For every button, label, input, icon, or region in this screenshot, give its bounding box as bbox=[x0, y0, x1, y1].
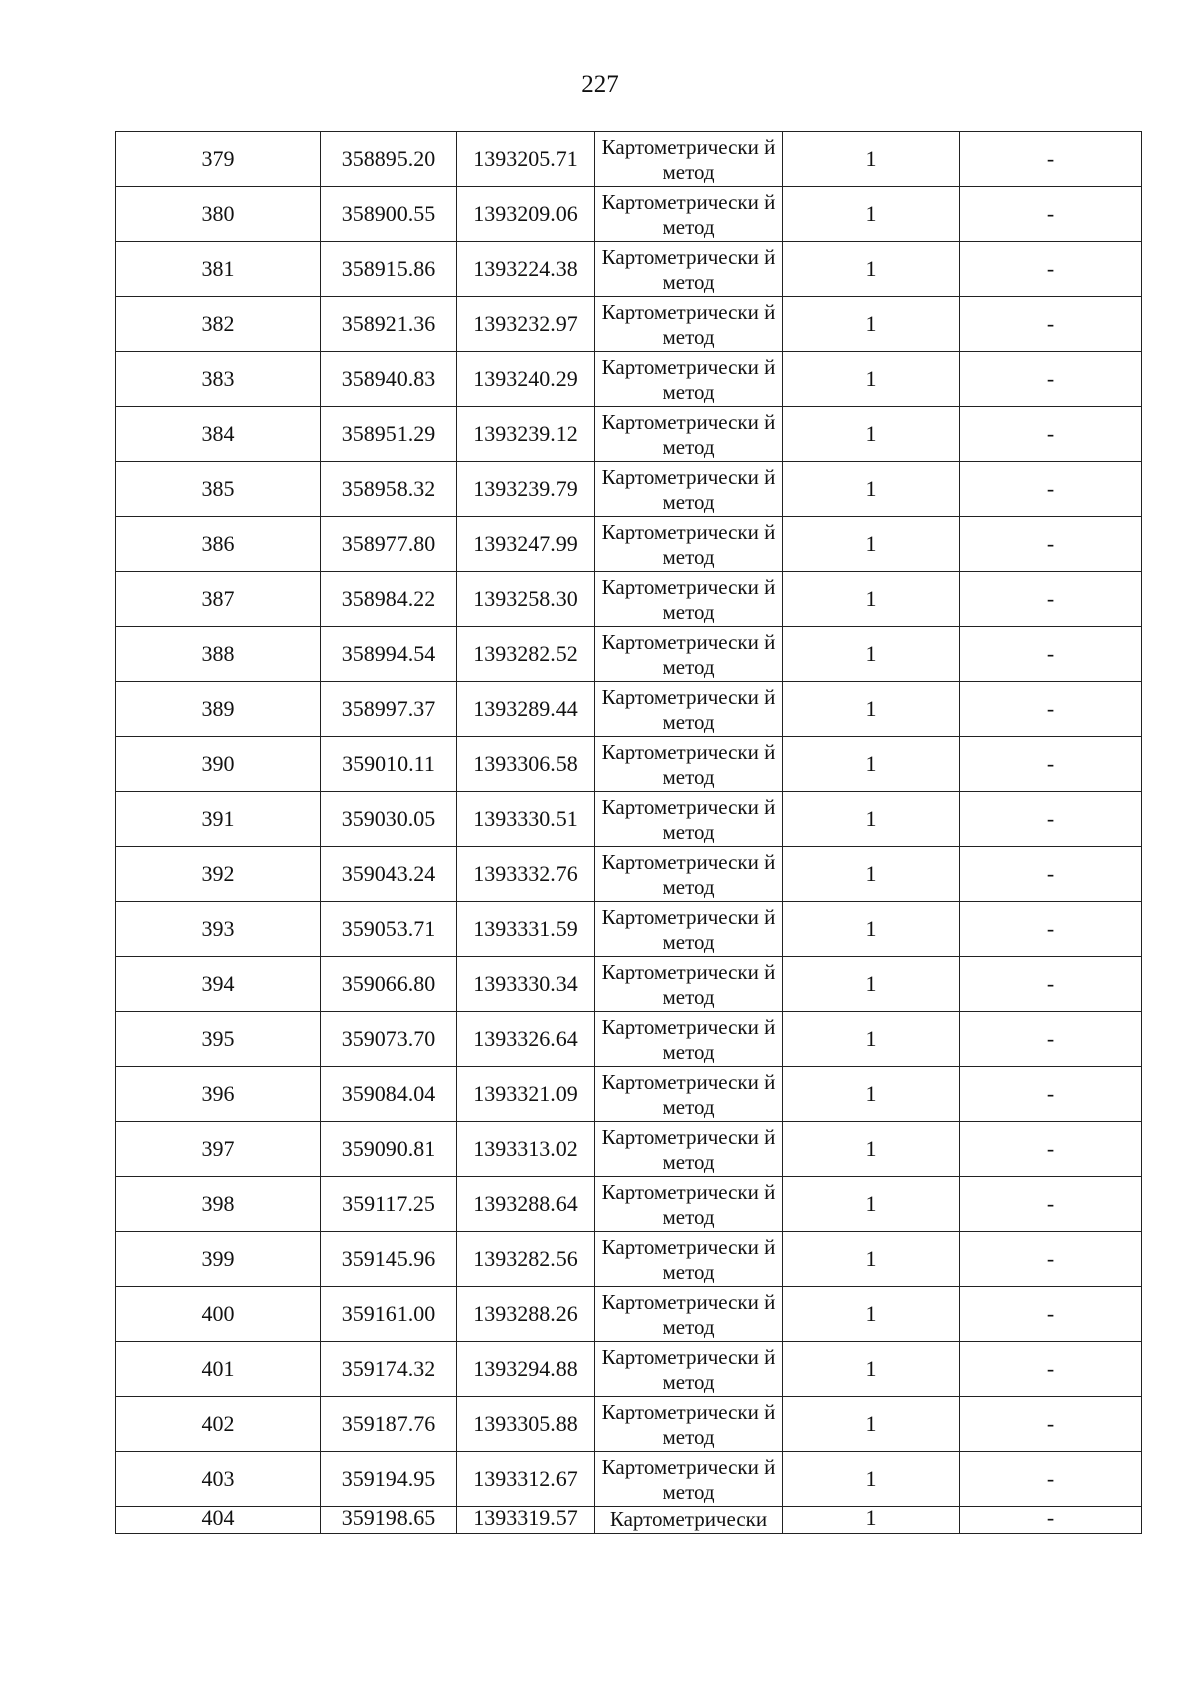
note-cell: - bbox=[960, 572, 1142, 627]
point-number-cell: 400 bbox=[116, 1287, 321, 1342]
method-cell: Картометрически й метод bbox=[595, 792, 783, 847]
accuracy-cell: 1 bbox=[783, 792, 960, 847]
table-row bbox=[116, 957, 1142, 1012]
y-coordinate-cell: 1393321.09 bbox=[457, 1067, 595, 1122]
method-cell: Картометрически й метод bbox=[595, 737, 783, 792]
accuracy-cell: 1 bbox=[783, 1287, 960, 1342]
x-coordinate-cell: 358994.54 bbox=[321, 627, 457, 682]
y-coordinate-cell: 1393282.56 bbox=[457, 1232, 595, 1287]
method-cell: Картометрически й метод bbox=[595, 902, 783, 957]
accuracy-cell: 1 bbox=[783, 627, 960, 682]
point-number-cell: 379 bbox=[116, 132, 321, 187]
accuracy-cell: 1 bbox=[783, 572, 960, 627]
method-cell: Картометрически й метод bbox=[595, 1012, 783, 1067]
note-cell: - bbox=[960, 132, 1142, 187]
y-coordinate-cell: 1393247.99 bbox=[457, 517, 595, 572]
x-coordinate-cell: 358958.32 bbox=[321, 462, 457, 517]
note-cell: - bbox=[960, 1012, 1142, 1067]
x-coordinate-cell: 358984.22 bbox=[321, 572, 457, 627]
accuracy-cell: 1 bbox=[783, 1067, 960, 1122]
accuracy-cell: 1 bbox=[783, 1177, 960, 1232]
note-cell: - bbox=[960, 1287, 1142, 1342]
note-cell: - bbox=[960, 1507, 1142, 1534]
accuracy-cell: 1 bbox=[783, 1012, 960, 1067]
accuracy-cell: 1 bbox=[783, 1397, 960, 1452]
table-row bbox=[116, 572, 1142, 627]
accuracy-cell: 1 bbox=[783, 847, 960, 902]
table-row bbox=[116, 737, 1142, 792]
point-number-cell: 395 bbox=[116, 1012, 321, 1067]
accuracy-cell: 1 bbox=[783, 132, 960, 187]
method-cell: Картометрически й метод bbox=[595, 407, 783, 462]
accuracy-cell: 1 bbox=[783, 682, 960, 737]
y-coordinate-cell: 1393239.12 bbox=[457, 407, 595, 462]
method-cell: Картометрически й метод bbox=[595, 1397, 783, 1452]
table-row bbox=[116, 1012, 1142, 1067]
y-coordinate-cell: 1393282.52 bbox=[457, 627, 595, 682]
y-coordinate-cell: 1393305.88 bbox=[457, 1397, 595, 1452]
x-coordinate-cell: 359145.96 bbox=[321, 1232, 457, 1287]
x-coordinate-cell: 358921.36 bbox=[321, 297, 457, 352]
x-coordinate-cell: 359174.32 bbox=[321, 1342, 457, 1397]
note-cell: - bbox=[960, 187, 1142, 242]
accuracy-cell: 1 bbox=[783, 737, 960, 792]
table-row bbox=[116, 462, 1142, 517]
accuracy-cell: 1 bbox=[783, 902, 960, 957]
method-cell: Картометрически й метод bbox=[595, 352, 783, 407]
point-number-cell: 396 bbox=[116, 1067, 321, 1122]
accuracy-cell: 1 bbox=[783, 517, 960, 572]
method-cell: Картометрически й метод bbox=[595, 627, 783, 682]
table-row bbox=[116, 627, 1142, 682]
y-coordinate-cell: 1393239.79 bbox=[457, 462, 595, 517]
note-cell: - bbox=[960, 1452, 1142, 1507]
point-number-cell: 382 bbox=[116, 297, 321, 352]
point-number-cell: 394 bbox=[116, 957, 321, 1012]
y-coordinate-cell: 1393332.76 bbox=[457, 847, 595, 902]
method-cell: Картометрически й метод bbox=[595, 682, 783, 737]
method-cell: Картометрически й метод bbox=[595, 1232, 783, 1287]
point-number-cell: 401 bbox=[116, 1342, 321, 1397]
point-number-cell: 381 bbox=[116, 242, 321, 297]
point-number-cell: 388 bbox=[116, 627, 321, 682]
page-number: 227 bbox=[581, 71, 619, 98]
y-coordinate-cell: 1393289.44 bbox=[457, 682, 595, 737]
method-cell: Картометрически й метод bbox=[595, 187, 783, 242]
y-coordinate-cell: 1393258.30 bbox=[457, 572, 595, 627]
y-coordinate-cell: 1393330.51 bbox=[457, 792, 595, 847]
x-coordinate-cell: 359090.81 bbox=[321, 1122, 457, 1177]
x-coordinate-cell: 359117.25 bbox=[321, 1177, 457, 1232]
method-cell: Картометрически й метод bbox=[595, 957, 783, 1012]
point-number-cell: 399 bbox=[116, 1232, 321, 1287]
point-number-cell: 389 bbox=[116, 682, 321, 737]
y-coordinate-cell: 1393294.88 bbox=[457, 1342, 595, 1397]
accuracy-cell: 1 bbox=[783, 1507, 960, 1534]
note-cell: - bbox=[960, 902, 1142, 957]
accuracy-cell: 1 bbox=[783, 1452, 960, 1507]
point-number-cell: 391 bbox=[116, 792, 321, 847]
method-cell: Картометрически й метод bbox=[595, 1287, 783, 1342]
x-coordinate-cell: 358940.83 bbox=[321, 352, 457, 407]
accuracy-cell: 1 bbox=[783, 957, 960, 1012]
note-cell: - bbox=[960, 792, 1142, 847]
note-cell: - bbox=[960, 517, 1142, 572]
y-coordinate-cell: 1393288.26 bbox=[457, 1287, 595, 1342]
note-cell: - bbox=[960, 737, 1142, 792]
point-number-cell: 403 bbox=[116, 1452, 321, 1507]
table-row bbox=[116, 682, 1142, 737]
note-cell: - bbox=[960, 957, 1142, 1012]
table-row bbox=[116, 407, 1142, 462]
x-coordinate-cell: 359194.95 bbox=[321, 1452, 457, 1507]
x-coordinate-cell: 359073.70 bbox=[321, 1012, 457, 1067]
point-number-cell: 393 bbox=[116, 902, 321, 957]
method-cell: Картометрически й метод bbox=[595, 572, 783, 627]
table-row bbox=[116, 132, 1142, 187]
x-coordinate-cell: 359198.65 bbox=[321, 1507, 457, 1534]
accuracy-cell: 1 bbox=[783, 352, 960, 407]
note-cell: - bbox=[960, 627, 1142, 682]
note-cell: - bbox=[960, 407, 1142, 462]
x-coordinate-cell: 358915.86 bbox=[321, 242, 457, 297]
note-cell: - bbox=[960, 297, 1142, 352]
accuracy-cell: 1 bbox=[783, 1122, 960, 1177]
table-row bbox=[116, 792, 1142, 847]
table-row bbox=[116, 847, 1142, 902]
y-coordinate-cell: 1393209.06 bbox=[457, 187, 595, 242]
x-coordinate-cell: 358895.20 bbox=[321, 132, 457, 187]
x-coordinate-cell: 358951.29 bbox=[321, 407, 457, 462]
x-coordinate-cell: 358977.80 bbox=[321, 517, 457, 572]
point-number-cell: 380 bbox=[116, 187, 321, 242]
accuracy-cell: 1 bbox=[783, 1232, 960, 1287]
y-coordinate-cell: 1393331.59 bbox=[457, 902, 595, 957]
accuracy-cell: 1 bbox=[783, 1342, 960, 1397]
note-cell: - bbox=[960, 1067, 1142, 1122]
y-coordinate-cell: 1393313.02 bbox=[457, 1122, 595, 1177]
x-coordinate-cell: 359084.04 bbox=[321, 1067, 457, 1122]
table-row bbox=[116, 1067, 1142, 1122]
point-number-cell: 387 bbox=[116, 572, 321, 627]
method-cell: Картометрически й метод bbox=[595, 517, 783, 572]
table-row bbox=[116, 1287, 1142, 1342]
x-coordinate-cell: 359030.05 bbox=[321, 792, 457, 847]
y-coordinate-cell: 1393312.67 bbox=[457, 1452, 595, 1507]
y-coordinate-cell: 1393205.71 bbox=[457, 132, 595, 187]
method-cell: Картометрически й метод bbox=[595, 847, 783, 902]
coordinates-table bbox=[115, 131, 1142, 1534]
table-row bbox=[116, 1397, 1142, 1452]
y-coordinate-cell: 1393306.58 bbox=[457, 737, 595, 792]
method-cell: Картометрически й метод bbox=[595, 462, 783, 517]
point-number-cell: 384 bbox=[116, 407, 321, 462]
x-coordinate-cell: 358997.37 bbox=[321, 682, 457, 737]
table-row bbox=[116, 242, 1142, 297]
x-coordinate-cell: 358900.55 bbox=[321, 187, 457, 242]
method-cell: Картометрически й метод bbox=[595, 1452, 783, 1507]
table-row bbox=[116, 902, 1142, 957]
accuracy-cell: 1 bbox=[783, 187, 960, 242]
table-row bbox=[116, 1342, 1142, 1397]
y-coordinate-cell: 1393288.64 bbox=[457, 1177, 595, 1232]
table-row bbox=[116, 187, 1142, 242]
note-cell: - bbox=[960, 682, 1142, 737]
accuracy-cell: 1 bbox=[783, 297, 960, 352]
table-row bbox=[116, 1232, 1142, 1287]
method-cell: Картометрически й метод bbox=[595, 132, 783, 187]
y-coordinate-cell: 1393232.97 bbox=[457, 297, 595, 352]
table-row bbox=[116, 352, 1142, 407]
method-cell: Картометрически й метод bbox=[595, 242, 783, 297]
x-coordinate-cell: 359187.76 bbox=[321, 1397, 457, 1452]
note-cell: - bbox=[960, 847, 1142, 902]
x-coordinate-cell: 359043.24 bbox=[321, 847, 457, 902]
note-cell: - bbox=[960, 1232, 1142, 1287]
note-cell: - bbox=[960, 462, 1142, 517]
method-cell: Картометрически й метод bbox=[595, 1177, 783, 1232]
y-coordinate-cell: 1393330.34 bbox=[457, 957, 595, 1012]
method-cell: Картометрически bbox=[595, 1507, 783, 1534]
x-coordinate-cell: 359161.00 bbox=[321, 1287, 457, 1342]
x-coordinate-cell: 359010.11 bbox=[321, 737, 457, 792]
accuracy-cell: 1 bbox=[783, 242, 960, 297]
note-cell: - bbox=[960, 352, 1142, 407]
method-cell: Картометрически й метод bbox=[595, 1122, 783, 1177]
method-cell: Картометрически й метод bbox=[595, 1342, 783, 1397]
point-number-cell: 402 bbox=[116, 1397, 321, 1452]
method-cell: Картометрически й метод bbox=[595, 297, 783, 352]
point-number-cell: 386 bbox=[116, 517, 321, 572]
point-number-cell: 397 bbox=[116, 1122, 321, 1177]
table-row bbox=[116, 1177, 1142, 1232]
table-row bbox=[116, 1507, 1142, 1534]
note-cell: - bbox=[960, 1122, 1142, 1177]
point-number-cell: 392 bbox=[116, 847, 321, 902]
x-coordinate-cell: 359066.80 bbox=[321, 957, 457, 1012]
table-body bbox=[116, 132, 1142, 1534]
x-coordinate-cell: 359053.71 bbox=[321, 902, 457, 957]
table-row bbox=[116, 1122, 1142, 1177]
point-number-cell: 390 bbox=[116, 737, 321, 792]
point-number-cell: 385 bbox=[116, 462, 321, 517]
table-row bbox=[116, 517, 1142, 572]
note-cell: - bbox=[960, 1397, 1142, 1452]
point-number-cell: 404 bbox=[116, 1507, 321, 1534]
point-number-cell: 383 bbox=[116, 352, 321, 407]
y-coordinate-cell: 1393240.29 bbox=[457, 352, 595, 407]
table-row bbox=[116, 297, 1142, 352]
note-cell: - bbox=[960, 1177, 1142, 1232]
y-coordinate-cell: 1393319.57 bbox=[457, 1507, 595, 1534]
note-cell: - bbox=[960, 1342, 1142, 1397]
table-row bbox=[116, 1452, 1142, 1507]
note-cell: - bbox=[960, 242, 1142, 297]
accuracy-cell: 1 bbox=[783, 407, 960, 462]
y-coordinate-cell: 1393224.38 bbox=[457, 242, 595, 297]
point-number-cell: 398 bbox=[116, 1177, 321, 1232]
y-coordinate-cell: 1393326.64 bbox=[457, 1012, 595, 1067]
accuracy-cell: 1 bbox=[783, 462, 960, 517]
method-cell: Картометрически й метод bbox=[595, 1067, 783, 1122]
